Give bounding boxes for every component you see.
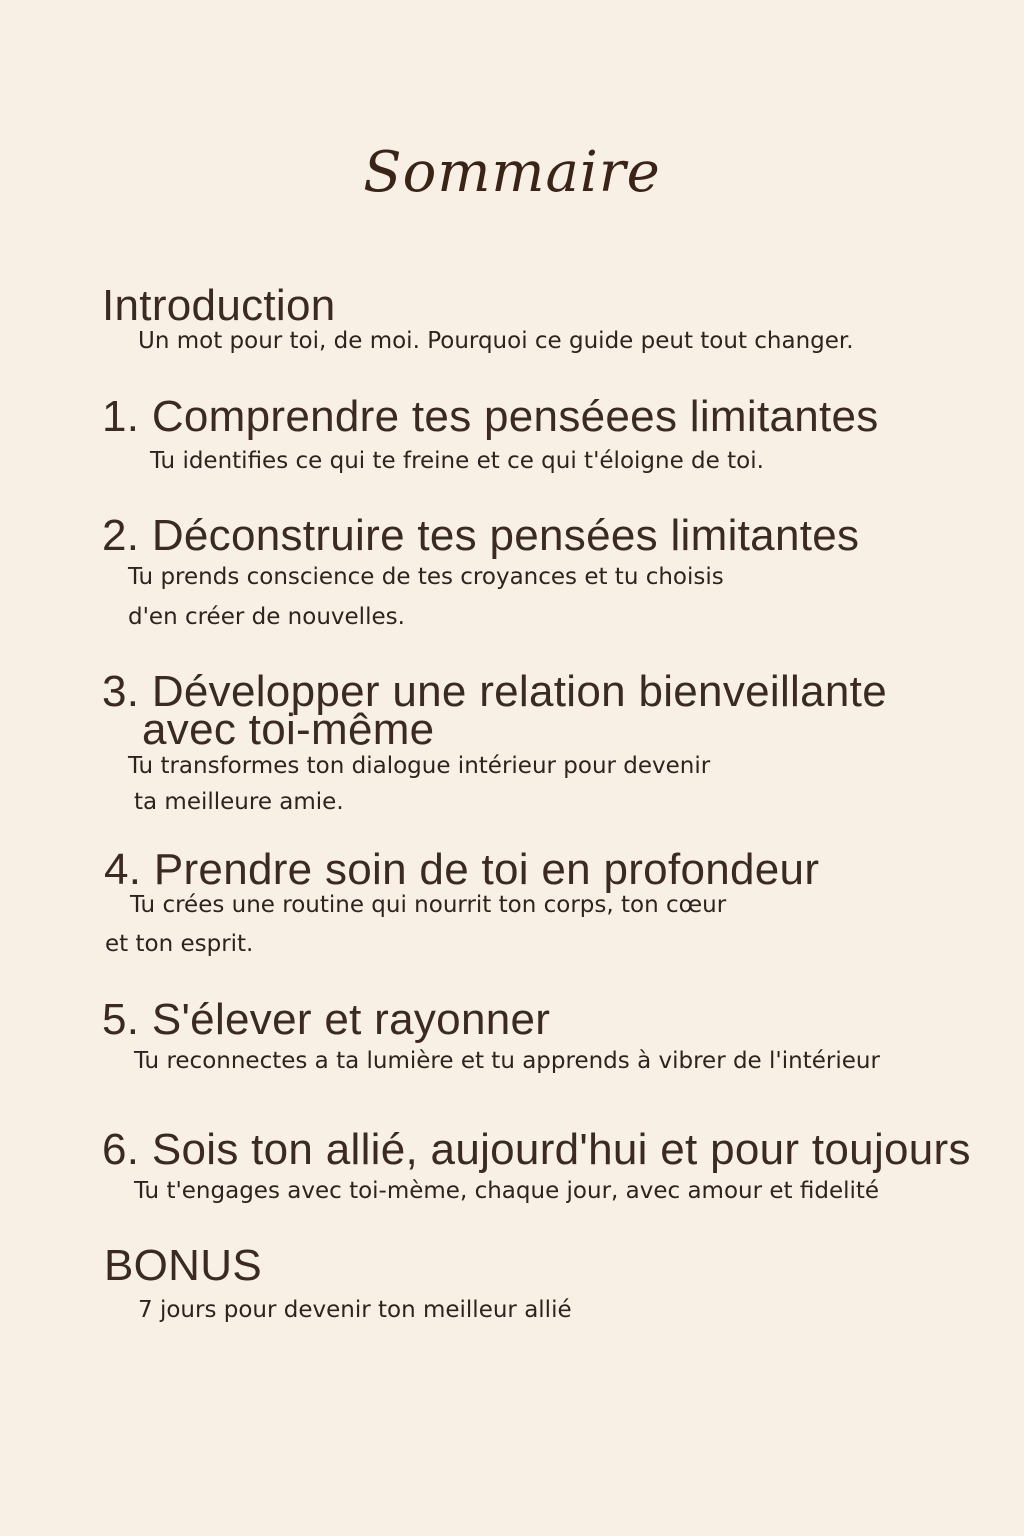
- page-title: Sommaire: [363, 140, 661, 205]
- section-heading-2: 2. Déconstruire tes pensées limitantes: [102, 511, 860, 560]
- section-heading-1: 1. Comprendre tes penséees limitantes: [102, 392, 879, 441]
- section-heading-3-continued: avec toi-même: [142, 705, 435, 754]
- section-description-bonus: 7 jours pour devenir ton meilleur allié: [138, 1297, 572, 1323]
- section-heading-4: 4. Prendre soin de toi en profondeur: [104, 845, 820, 894]
- section-description-6: Tu t'engages avec toi-mème, chaque jour, avec amour et fidelité: [134, 1178, 880, 1204]
- section-description-3-line-2: ta meilleure amie.: [134, 789, 344, 815]
- section-heading-bonus: BONUS: [104, 1241, 262, 1290]
- section-description-3-line-1: Tu transformes ton dialogue intérieur pour devenir: [128, 753, 711, 779]
- section-description-2-line-2: d'en créer de nouvelles.: [128, 604, 405, 630]
- section-description-1: Tu identifies ce qui te freine et ce qui t'éloigne de toi.: [150, 448, 764, 474]
- section-description-2-line-1: Tu prends conscience de tes croyances et tu choisis: [128, 564, 724, 590]
- section-description-4-line-1: Tu crées une routine qui nourrit ton corps, ton cœur: [130, 892, 727, 918]
- section-description-introduction: Un mot pour toi, de moi. Pourquoi ce guide peut tout changer.: [138, 328, 854, 354]
- section-heading-introduction: Introduction: [102, 281, 336, 330]
- section-description-5: Tu reconnectes a ta lumière et tu apprends à vibrer de l'intérieur: [134, 1048, 880, 1074]
- section-heading-6: 6. Sois ton allié, aujourd'hui et pour toujours: [102, 1125, 971, 1174]
- section-heading-5: 5. S'élever et rayonner: [102, 995, 551, 1044]
- section-description-4-line-2: et ton esprit.: [105, 931, 254, 957]
- section-heading-3: 3. Développer une relation bienveillante: [102, 667, 887, 716]
